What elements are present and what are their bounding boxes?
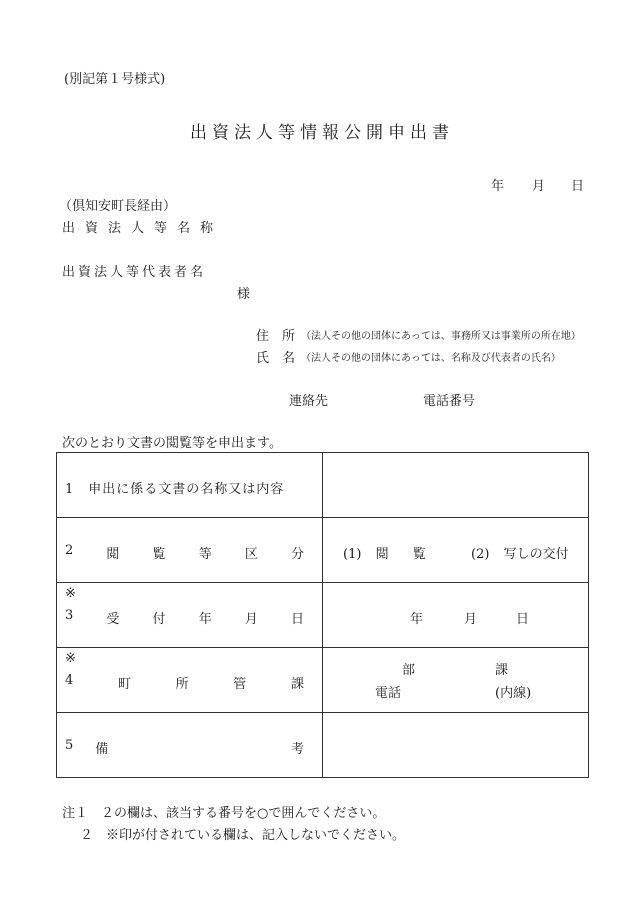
document-name-field[interactable] <box>323 453 589 518</box>
asterisk-mark: ※ <box>65 651 76 666</box>
form-number: (別記第１号様式) <box>64 72 166 87</box>
phone-label: 電話番号 <box>423 394 476 409</box>
note-1: 注１ ２の欄は、該当する番号を○で囲んでください。 <box>62 806 386 821</box>
option-view[interactable]: (1) 閲 覧 <box>343 547 426 562</box>
table-row <box>57 453 589 518</box>
row1-label: 1 申出に係る文書の名称又は内容 <box>65 482 285 497</box>
representative-label: 出資法人等代表者名 <box>62 265 207 280</box>
address-label: 住 所 <box>256 329 296 344</box>
name-note: （法人その他の団体にあっては、名称及び代表者の氏名） <box>301 353 561 364</box>
table-row <box>57 713 589 778</box>
note-2: ２ ※印が付されている欄は、記入しないでください。 <box>80 828 406 843</box>
contact-label: 連絡先 <box>289 394 329 409</box>
table-row <box>57 648 589 713</box>
name-label: 氏 名 <box>256 351 296 366</box>
row2-label: 2 閲 覧 等 区 分 <box>65 543 304 562</box>
row4-label: 4 町 所 管 課 <box>65 673 304 692</box>
table-row <box>57 518 589 583</box>
request-table <box>56 452 589 778</box>
row5-label: 5 備 考 <box>65 738 304 757</box>
remarks-field[interactable] <box>323 713 589 778</box>
option-copy[interactable]: (2) 写しの交付 <box>471 547 569 562</box>
page-title: 出資法人等情報公開申出書 <box>190 123 454 143</box>
date-month: 月 <box>532 179 546 194</box>
department-field: 部 課 電話 (内線) <box>375 663 532 701</box>
intro-text: 次のとおり文書の閲覧等を申出ます。 <box>62 436 282 451</box>
table-row <box>57 583 589 648</box>
date-day: 日 <box>571 179 585 194</box>
via-text: （倶知安町長経由） <box>59 199 177 214</box>
row3-label: 3 受 付 年 月 日 <box>65 608 304 627</box>
receipt-date-field: 年 月 日 <box>410 612 530 627</box>
applicant-name-label: 出資法人等名称 <box>62 221 224 236</box>
address-note: （法人その他の団体にあっては、事務所又は事業所の所在地） <box>301 331 581 342</box>
date-year: 年 <box>491 179 505 194</box>
asterisk-mark: ※ <box>65 586 76 601</box>
sama-text: 様 <box>237 287 251 302</box>
